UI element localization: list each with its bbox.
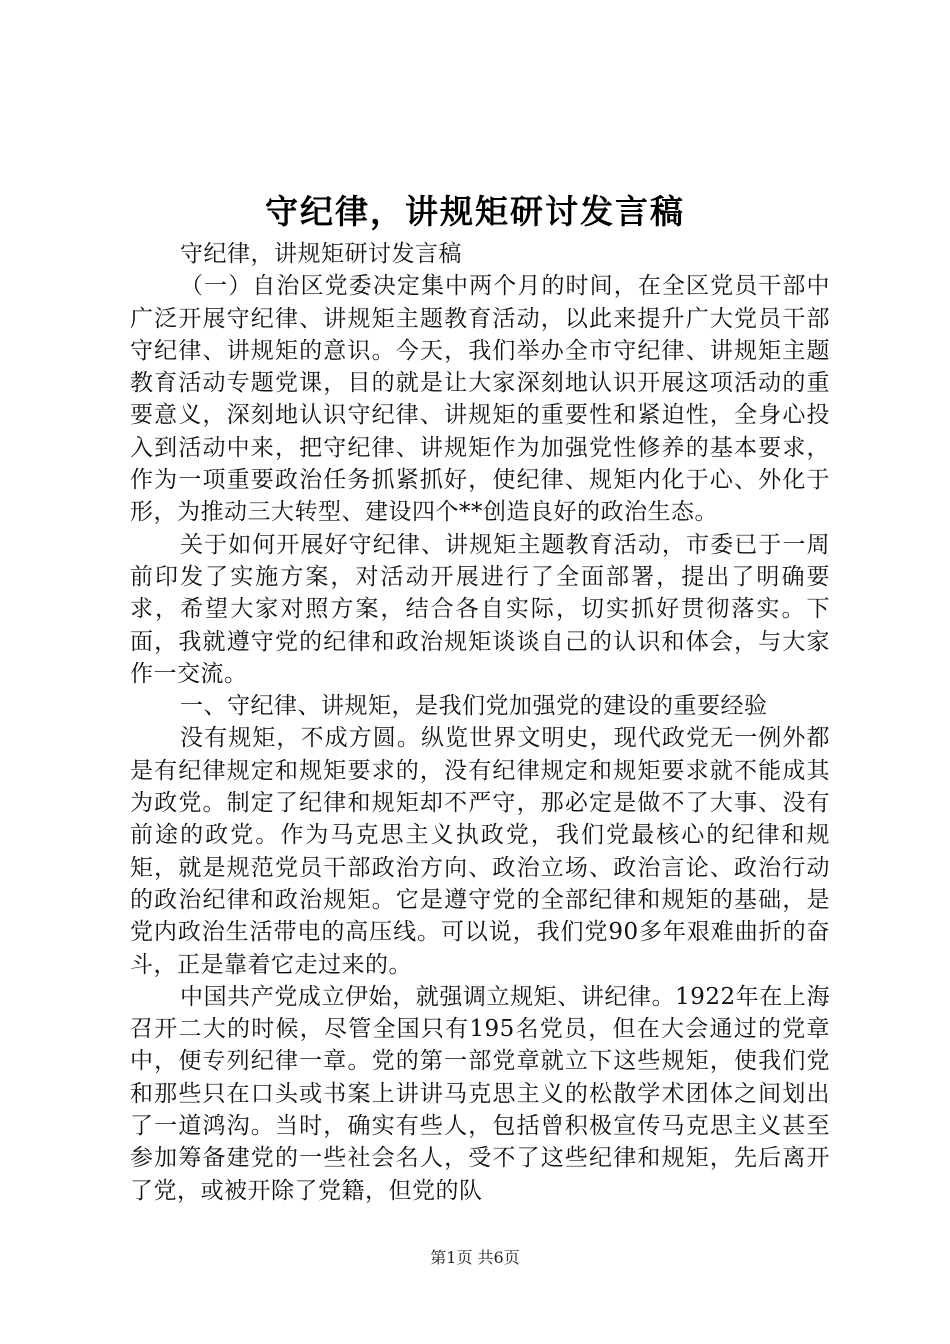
paragraph: 没有规矩，不成方圆。纵览世界文明史，现代政党无一例外都是有纪律规定和规矩要求的，没有纪律规定和规矩要求就不能成其为政党。制定了纪律和规矩却不严守，那必定是做不了大事、没有前途的政党。作为马克思主义执政党，我们党最核心的纪律和规矩，就是规范党员干部政治方向、政治立场、政治言论、政治行动的政治纪律和政治规矩。它是遵守党的全部纪律和规矩的基础，是党内政治生活带电的高压线。可以说，我们党90多年艰难曲折的奋斗，正是靠着它走过来的。 [130, 725, 830, 978]
paragraph: 关于如何开展好守纪律、讲规矩主题教育活动，市委已于一周前印发了实施方案，对活动开展进行了全面部署，提出了明确要求，希望大家对照方案，结合各自实际，切实抓好贯彻落实。下面，我就遵守党的纪律和政治规矩谈谈自己的认识和体会，与大家作一交流。 [130, 531, 830, 687]
paragraph: （一）自治区党委决定集中两个月的时间，在全区党员干部中广泛开展守纪律、讲规矩主题教育活动，以此来提升广大党员干部守纪律、讲规矩的意识。今天，我们举办全市守纪律、讲规矩主题教育活动专题党课，目的就是让大家深刻地认识开展这项活动的重要意义，深刻地认识守纪律、讲规矩的重要性和紧迫性，全身心投入到活动中来，把守纪律、讲规矩作为加强党性修养的基本要求，作为一项重要政治任务抓紧抓好，使纪律、规矩内化于心、外化于形，为推动三大转型、建设四个**创造良好的政治生态。 [130, 273, 830, 526]
document-title: 守纪律，讲规矩研讨发言稿 [265, 192, 685, 231]
paragraph: 中国共产党成立伊始，就强调立规矩、讲纪律。1922年在上海召开二大的时候，尽管全国只有195名党员，但在大会通过的党章中，便专列纪律一章。党的第一部党章就立下这些规矩，使我们党和那些只在口头或书案上讲讲马克思主义的松散学术团体之间划出了一道鸿沟。当时，确实有些人，包括曾积极宣传马克思主义甚至参加筹备建党的一些社会名人，受不了这些纪律和规矩，先后离开了党，或被开除了党籍，但党的队 [130, 983, 830, 1204]
section-heading: 一、守纪律、讲规矩，是我们党加强党的建设的重要经验 [180, 693, 768, 720]
paragraph: 守纪律，讲规矩研讨发言稿 [180, 241, 462, 267]
document-body [130, 238, 830, 1207]
page-number-footer: 第1页 共6页 [430, 1248, 520, 1267]
